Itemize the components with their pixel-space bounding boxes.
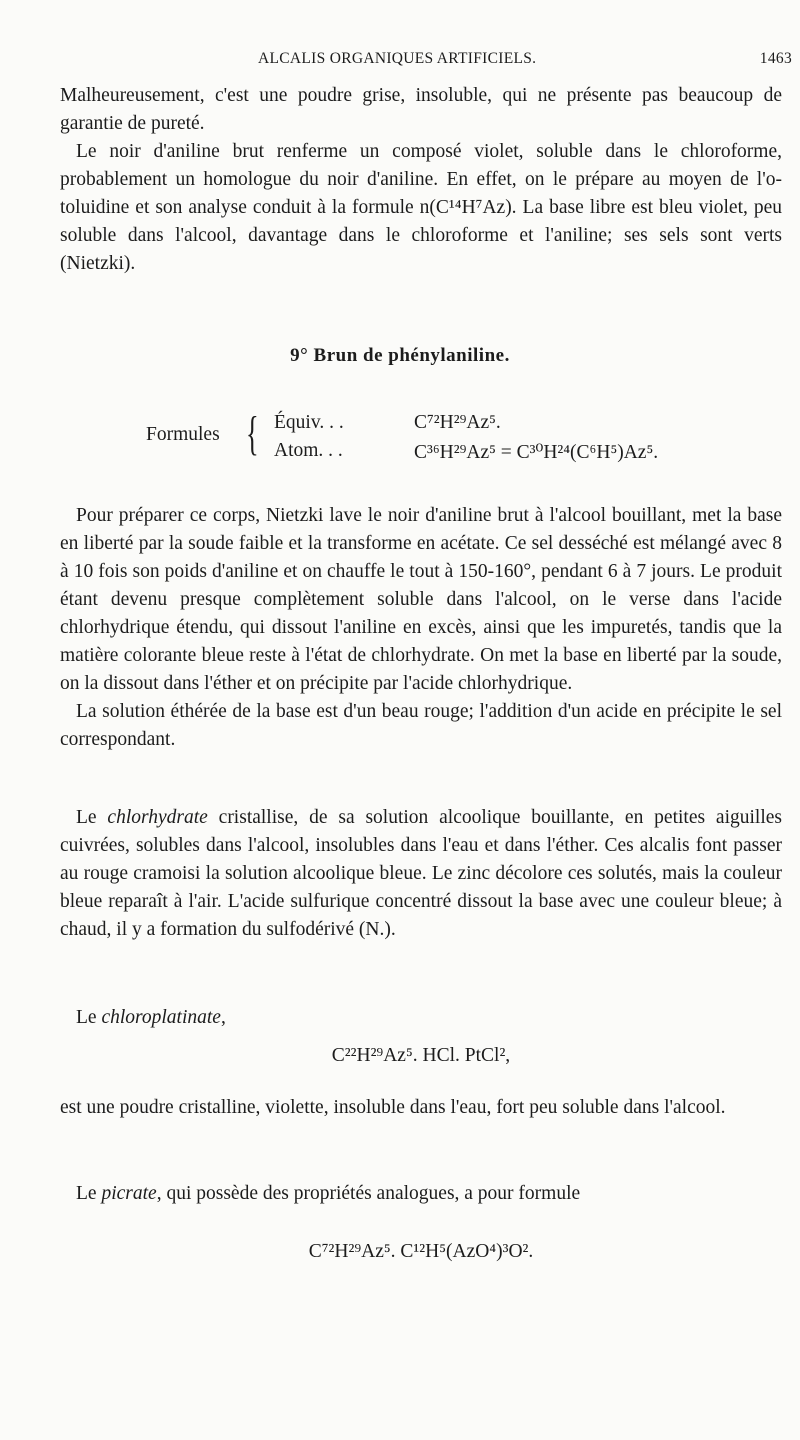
chloroplatinate-description-block <box>60 1094 782 1122</box>
term-chlorhydrate: chlorhydrate <box>107 807 208 828</box>
picrate-description: , qui possède des propriétés analogues, a pour formule <box>156 1183 581 1204</box>
paragraph-chloroplatinate-description: est une poudre cristalline, violette, insoluble dans l'eau, fort peu soluble dans l'alcool. <box>60 1097 726 1118</box>
term-picrate: picrate <box>101 1183 157 1204</box>
picrate-formula-block <box>60 1238 782 1266</box>
chloroplatinate-text <box>60 1004 782 1032</box>
equiv-formula: C⁷²H²⁹Az⁵. <box>414 412 501 433</box>
formulas-label: Formules <box>146 424 220 445</box>
paragraph-ether-solution: La solution éthérée de la base est d'un beau rouge; l'addition d'un acide en précipite le sel correspondant. <box>60 701 782 750</box>
paragraph-chlorhydrate <box>60 804 782 944</box>
intro-text <box>60 82 782 278</box>
word-le: Le <box>76 1007 102 1028</box>
atom-label: Atom. . . <box>274 440 343 461</box>
section-heading: 9° Brun de phénylaniline. <box>290 345 510 366</box>
running-title: ALCALIS ORGANIQUES ARTIFICIELS. <box>258 50 537 67</box>
paragraph-chloroplatinate-intro <box>60 1004 782 1032</box>
formula-chloroplatinate: C²²H²⁹Az⁵. HCl. PtCl², <box>331 1045 511 1066</box>
formula-equiv-row <box>274 412 501 434</box>
paragraph-preparation: Pour préparer ce corps, Nietzki lave le noir d'aniline brut à l'alcool bouillant, met la base en liberté par la soude faible et la transforme en acétate. Ce sel desséché est mélangé avec 8 à 10 fois son poids d'aniline et on chauffe le tout à 150-160°, pendant 6 à 7 jours. Le produit étant devenu presque complètement soluble dans l'alcool, on le verse dans l'acide chlorhydrique étendu, qui dissout l'aniline en excès, ainsi que les impuretés, tandis que la matière colorante bleue reste à l'état de chlorhydrate. On met la base en liberté par la soude, on la dissout dans l'éther et on précipite par l'acide chlorhydrique. <box>60 505 782 694</box>
atom-formula: C³⁶H²⁹Az⁵ = C³⁰H²⁴(C⁶H⁵)Az⁵. <box>414 442 659 463</box>
chlorhydrate-text <box>60 804 782 944</box>
formula-picrate: C⁷²H²⁹Az⁵. C¹²H⁵(AzO⁴)³O². <box>308 1241 534 1262</box>
term-chloroplatinate: chloroplatinate <box>101 1007 221 1028</box>
brace-symbol: { <box>246 407 259 460</box>
paragraph-grey-powder: Malheureusement, c'est une poudre grise, insoluble, qui ne présente pas beaucoup de garantie de pureté. <box>60 85 782 134</box>
paragraph-violet-compound: Le noir d'aniline brut renferme un composé violet, soluble dans le chloroforme, probablement un homologue du noir d'aniline. En effet, on le prépare au moyen de l'o-toluidine et son analyse conduit à la formule n(C¹⁴H⁷Az). La base libre est bleu violet, peu soluble dans l'alcool, davantage dans le chloroforme et l'aniline; ses sels sont verts (Nietzki). <box>60 141 782 274</box>
running-header <box>60 50 792 72</box>
word-le: Le <box>76 807 108 828</box>
page-number: 1463 <box>759 50 792 67</box>
preparation-text <box>60 502 782 754</box>
chlorhydrate-description: cristallise, de sa solution alcoolique bouillante, en petites aiguilles cuivrées, solubles dans l'alcool, insolubles dans l'eau et dans l'éther. Ces alcalis font passer au rouge cramoisi la solution alcoolique bleue. Le zinc décolore ces solutés, mais la couleur bleue reparaît à l'air. L'acide sulfurique concentré dissout la base avec une couleur bleue; à chaud, il y a formation du sulfodérivé (N.). <box>60 807 782 940</box>
picrate-text <box>60 1180 782 1208</box>
chloroplatinate-formula <box>60 1042 782 1070</box>
word-le: Le <box>76 1183 102 1204</box>
comma: , <box>220 1007 226 1028</box>
paragraph-picrate <box>60 1180 782 1208</box>
formula-atom-row <box>274 440 659 463</box>
equiv-label: Équiv. . . <box>274 412 344 433</box>
